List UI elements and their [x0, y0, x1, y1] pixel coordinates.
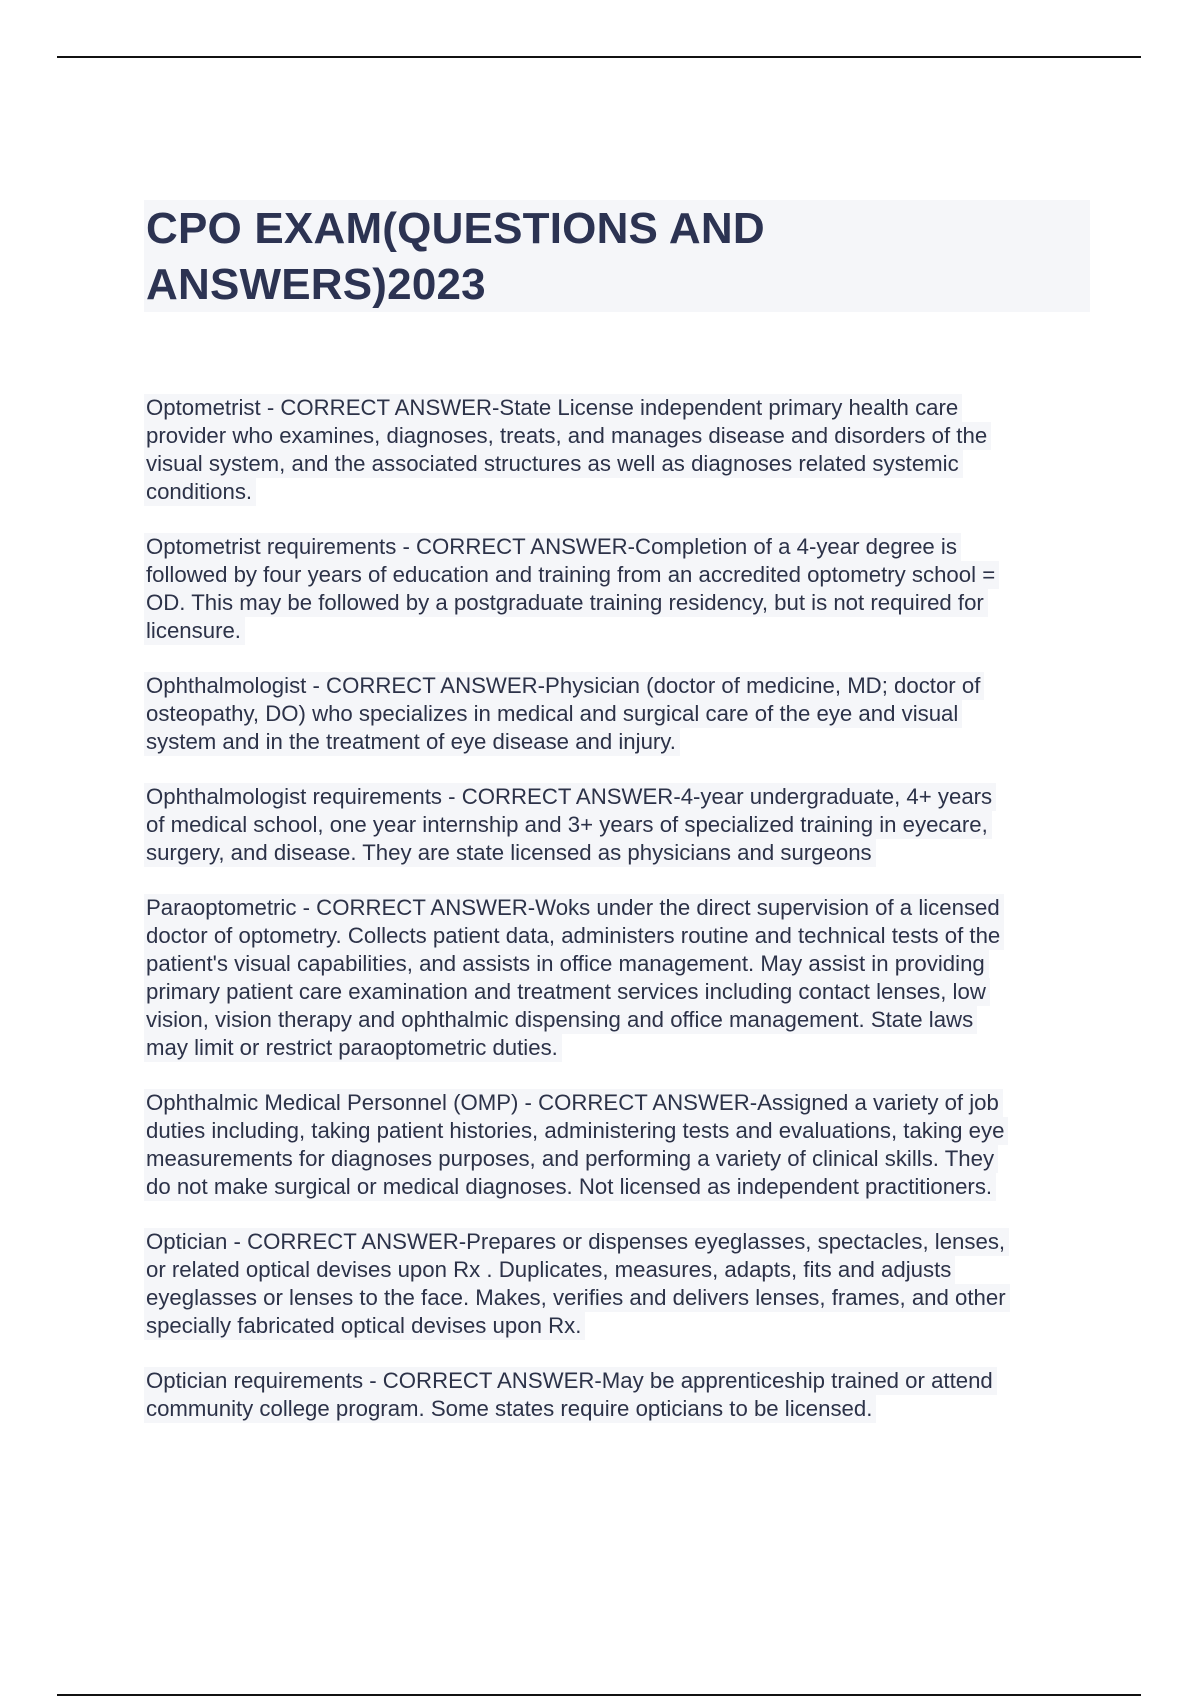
- entry-line: Ophthalmologist - CORRECT ANSWER-Physician (doctor of medicine, MD; doctor of: [144, 672, 984, 700]
- qa-entry-ophthalmologist-requirements: [144, 783, 1090, 867]
- entry-line: do not make surgical or medical diagnoses. Not licensed as independent practitioners.: [144, 1173, 996, 1201]
- entry-line: measurements for diagnoses purposes, and performing a variety of clinical skills. They: [144, 1145, 998, 1173]
- entry-line: specially fabricated optical devises upon Rx.: [144, 1312, 585, 1340]
- qa-entry-optometrist: [144, 394, 1090, 506]
- entry-line: Optometrist requirements - CORRECT ANSWER-Completion of a 4-year degree is: [144, 533, 961, 561]
- entry-line: Ophthalmologist requirements - CORRECT ANSWER-4-year undergraduate, 4+ years: [144, 783, 996, 811]
- entry-line: conditions.: [144, 478, 256, 506]
- entry-line: community college program. Some states require opticians to be licensed.: [144, 1395, 876, 1423]
- top-rule: [57, 56, 1141, 58]
- document-title: [146, 201, 1086, 313]
- entry-line: may limit or restrict paraoptometric duties.: [144, 1034, 562, 1062]
- entry-line: primary patient care examination and treatment services including contact lenses, low: [144, 978, 990, 1006]
- entry-line: licensure.: [144, 617, 245, 645]
- entry-line: OD. This may be followed by a postgraduate training residency, but is not required for: [144, 589, 988, 617]
- qa-entry-optician-requirements: [144, 1367, 1090, 1423]
- entry-line: Ophthalmic Medical Personnel (OMP) - CORRECT ANSWER-Assigned a variety of job: [144, 1089, 1003, 1117]
- entry-line: system and in the treatment of eye disease and injury.: [144, 728, 680, 756]
- qa-entry-optometrist-requirements: [144, 533, 1090, 645]
- entry-line: eyeglasses or lenses to the face. Makes, verifies and delivers lenses, frames, and other: [144, 1284, 1010, 1312]
- entry-line: Optician - CORRECT ANSWER-Prepares or dispenses eyeglasses, spectacles, lenses,: [144, 1228, 1009, 1256]
- qa-entry-paraoptometric: [144, 894, 1090, 1062]
- entry-line: or related optical devises upon Rx . Duplicates, measures, adapts, fits and adjusts: [144, 1256, 955, 1284]
- qa-entry-ophthalmologist: [144, 672, 1090, 756]
- qa-entry-optician: [144, 1228, 1090, 1340]
- entry-line: osteopathy, DO) who specializes in medical and surgical care of the eye and visual: [144, 700, 962, 728]
- entry-line: followed by four years of education and training from an accredited optometry school =: [144, 561, 999, 589]
- entry-line: provider who examines, diagnoses, treats, and manages disease and disorders of the: [144, 422, 991, 450]
- qa-entry-omp: [144, 1089, 1090, 1201]
- entry-line: of medical school, one year internship and 3+ years of specialized training in eyecare,: [144, 811, 992, 839]
- entry-line: surgery, and disease. They are state licensed as physicians and surgeons: [144, 839, 876, 867]
- entry-line: visual system, and the associated structures as well as diagnoses related systemic: [144, 450, 963, 478]
- entry-line: Optician requirements - CORRECT ANSWER-May be apprenticeship trained or attend: [144, 1367, 997, 1395]
- qa-entries: [144, 394, 1090, 1450]
- title-line: ANSWERS)2023: [146, 260, 486, 309]
- entry-line: duties including, taking patient histories, administering tests and evaluations, taking eye: [144, 1117, 1008, 1145]
- title-line: CPO EXAM(QUESTIONS AND: [146, 204, 765, 253]
- entry-line: Optometrist - CORRECT ANSWER-State License independent primary health care: [144, 394, 962, 422]
- entry-line: Paraoptometric - CORRECT ANSWER-Woks under the direct supervision of a licensed: [144, 894, 1004, 922]
- entry-line: doctor of optometry. Collects patient data, administers routine and technical tests of the: [144, 922, 1004, 950]
- entry-line: vision, vision therapy and ophthalmic dispensing and office management. State laws: [144, 1006, 977, 1034]
- entry-line: patient's visual capabilities, and assists in office management. May assist in providing: [144, 950, 989, 978]
- bottom-rule: [57, 1694, 1141, 1696]
